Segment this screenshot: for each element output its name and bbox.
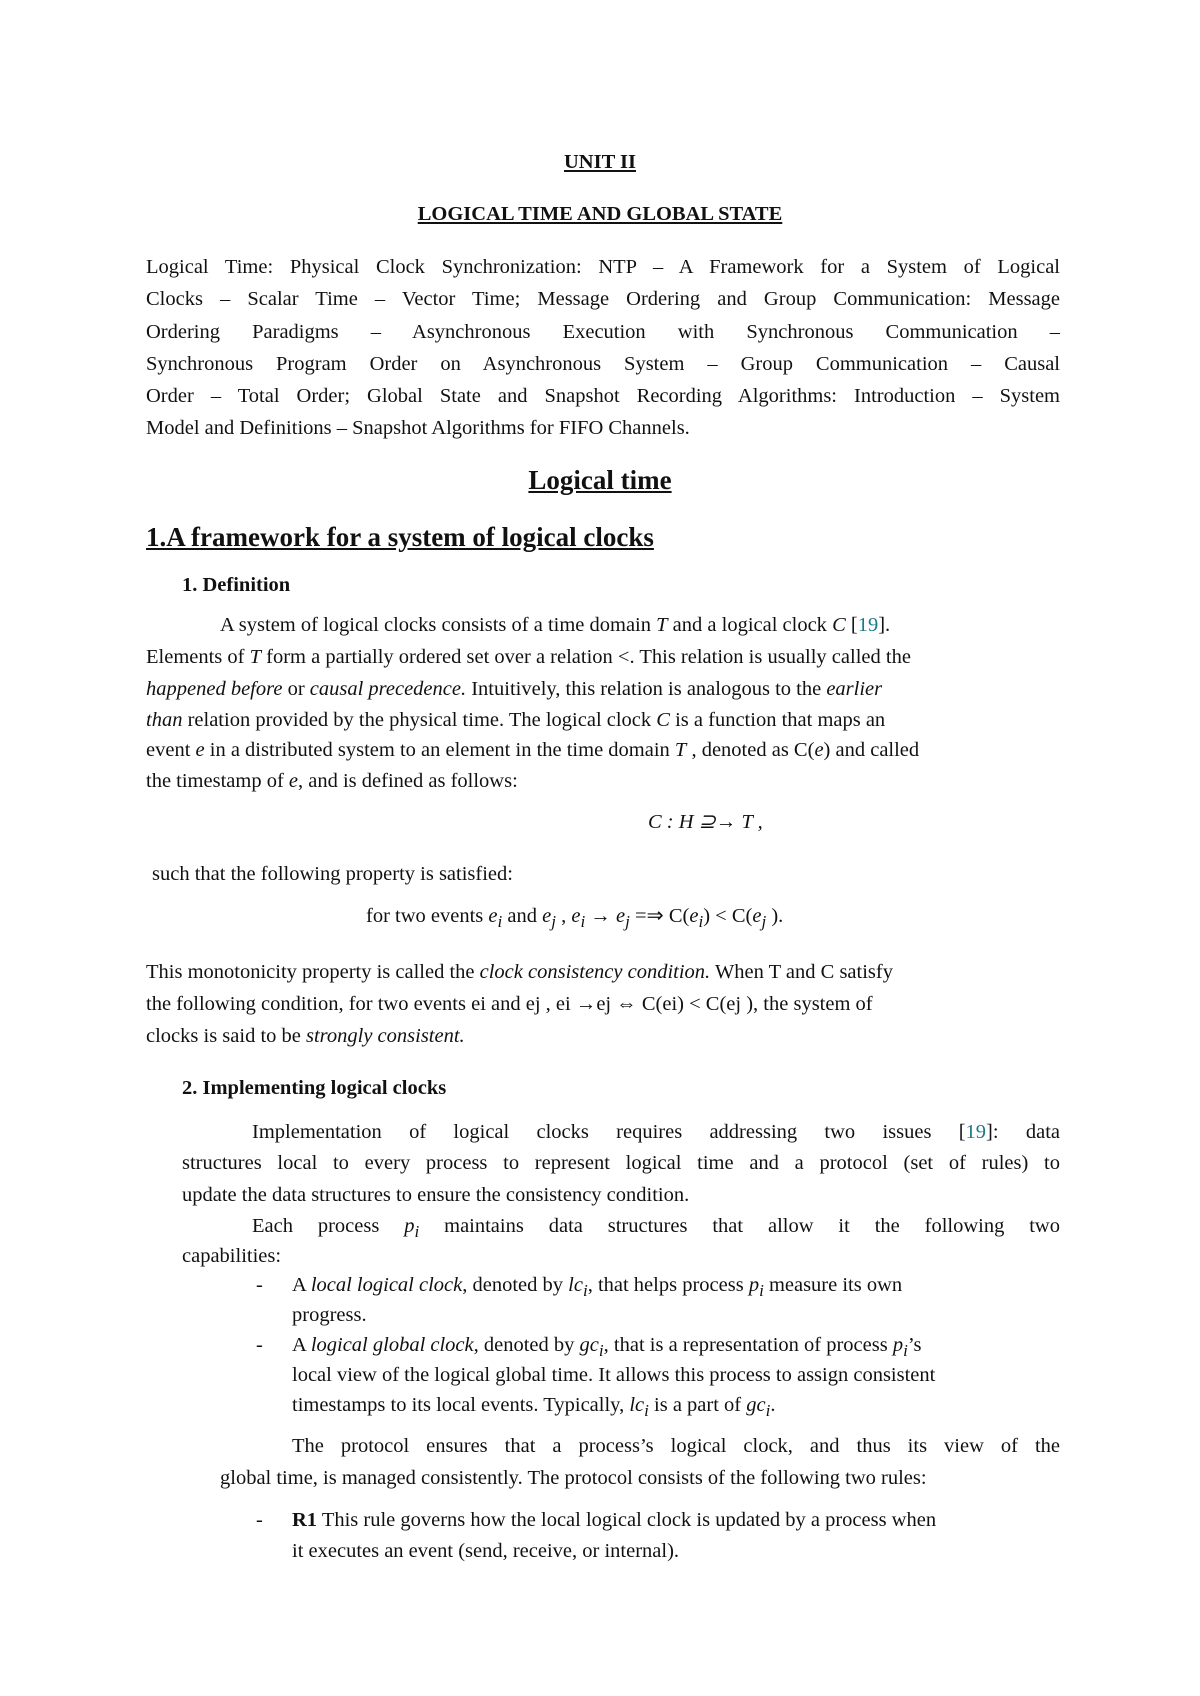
subsection-title: 1.A framework for a system of logical clocks <box>146 522 654 552</box>
definition-line: such that the following property is satisfied: <box>152 863 513 885</box>
syllabus-line: Order – Total Order; Global State and Snapshot Recording Algorithms: Introduction – System <box>146 385 1060 407</box>
bullet-dash: - <box>256 1509 263 1531</box>
bullet-line: timestamps to its local events. Typically, $lc_i$ is a part of $gc_i$. <box>292 1394 776 1421</box>
bullet-dash: - <box>256 1334 263 1356</box>
bullet-line: A local logical clock, denoted by $lc_i$, that helps process $p_i$ measure its own <box>292 1274 903 1301</box>
implementing-line: update the data structures to ensure the consistency condition. <box>182 1184 690 1206</box>
rule-line: it executes an event (send, receive, or internal). <box>292 1540 680 1562</box>
implementing-heading: 2. Implementing logical clocks <box>182 1077 447 1099</box>
formula-clock-function: C : H ⊇→ T , <box>648 811 763 833</box>
citation-link[interactable]: 19 <box>857 614 879 636</box>
syllabus-line: Logical Time: Physical Clock Synchronization: NTP – A Framework for a System of Logical <box>146 256 1060 278</box>
bullet-line: A logical global clock, denoted by $gc_i$, that is a representation of process $p_i’s$ <box>292 1334 922 1361</box>
definition-line: A system of logical clocks consists of a time domain T and a logical clock C [19]. <box>220 614 891 636</box>
definition-line: event e in a distributed system to an element in the time domain T , denoted as C(e) and called <box>146 739 920 761</box>
implementing-line: Each process $p_i$ maintains data structures that allow it the following two <box>252 1215 1060 1242</box>
unit-subtitle: LOGICAL TIME AND GLOBAL STATE <box>417 203 783 225</box>
bullet-line: local view of the logical global time. It allows this process to assign consistent <box>292 1364 936 1386</box>
bullet-line: progress. <box>292 1304 367 1326</box>
definition-line: the timestamp of e, and is defined as follows: <box>146 770 518 792</box>
protocol-line: global time, is managed consistently. The protocol consists of the following two rules: <box>220 1467 927 1489</box>
implementing-line: capabilities: <box>182 1245 282 1267</box>
rule-line: R1 This rule governs how the local logical clock is updated by a process when <box>292 1509 937 1531</box>
syllabus-line: Clocks – Scalar Time – Vector Time; Message Ordering and Group Communication: Message <box>146 288 1060 310</box>
definition-line: than relation provided by the physical time. The logical clock C is a function that maps an <box>146 709 886 731</box>
definition-line: Elements of T form a partially ordered set over a relation <. This relation is usually called the <box>146 646 911 668</box>
definition-line: clocks is said to be strongly consistent. <box>146 1025 465 1047</box>
implementing-line: structures local to every process to represent logical time and a protocol (set of rules) to <box>182 1152 1060 1174</box>
citation-link[interactable]: 19 <box>965 1121 987 1143</box>
definition-line: This monotonicity property is called the clock consistency condition. When T and C satisfy <box>146 961 893 983</box>
formula-consistency: for two events $e_i$ and $e_j$ , $e_i \to e_j$ =⇒ $C(e_i) < C(e_j$ ). <box>366 905 784 932</box>
unit-heading: UNIT II <box>564 151 636 173</box>
syllabus-line: Ordering Paradigms – Asynchronous Execution with Synchronous Communication – <box>146 321 1060 343</box>
section-title: Logical time <box>528 465 672 495</box>
protocol-line: The protocol ensures that a process’s logical clock, and thus its view of the <box>292 1435 1060 1457</box>
implementing-line: Implementation of logical clocks requires addressing two issues [19]: data <box>252 1121 1060 1143</box>
definition-heading: 1. Definition <box>182 574 291 596</box>
definition-line: happened before or causal precedence. Intuitively, this relation is analogous to the earlier <box>146 678 883 700</box>
bullet-dash: - <box>256 1274 263 1296</box>
syllabus-line: Synchronous Program Order on Asynchronous System – Group Communication – Causal <box>146 353 1060 375</box>
definition-line: the following condition, for two events ei and ej , ei →ej ⇔ C(ei) < C(ej ), the system of <box>146 993 873 1015</box>
syllabus-line: Model and Definitions – Snapshot Algorithms for FIFO Channels. <box>146 417 690 439</box>
